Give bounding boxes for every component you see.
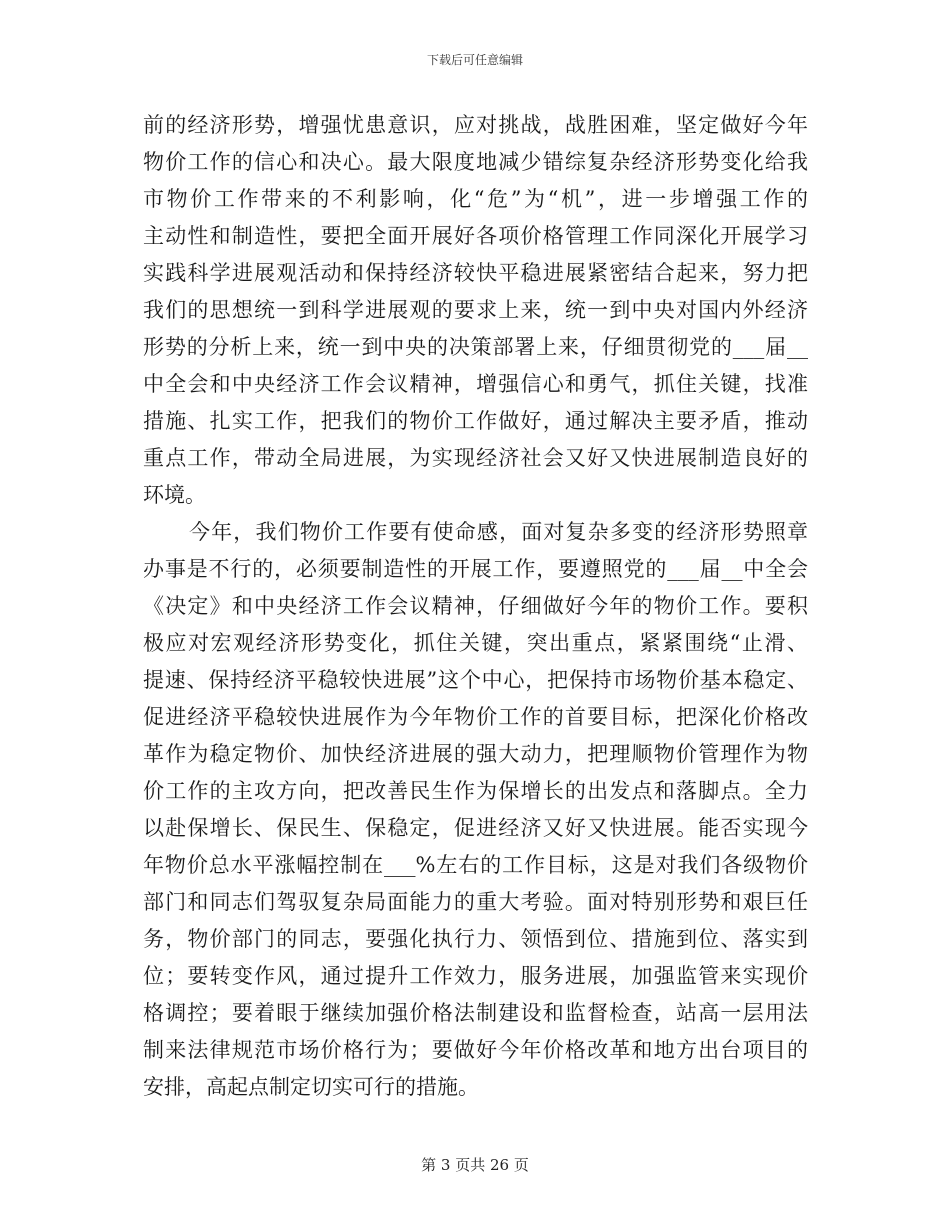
text-line: 促进经济平稳较快进展作为今年物价工作的首要目标，把深化价格改 <box>143 705 808 729</box>
text-line: 前的经济形势，增强忧患意识，应对挑战，战胜困难，坚定做好今年 <box>143 113 808 137</box>
text-line: 物价工作的信心和决心。最大限度地减少错综复杂经济形势变化给我 <box>143 150 808 174</box>
text-line: 革作为稳定物价、加快经济进展的强大动力，把理顺物价管理作为物 <box>143 742 808 766</box>
text-line: 办事是不行的，必须要制造性的开展工作，要遵照党的___届__中全会 <box>143 557 808 581</box>
text-line: 环境。 <box>143 483 206 507</box>
text-line: 部门和同志们驾驭复杂局面能力的重大考验。面对特别形势和艰巨任 <box>143 890 808 914</box>
paragraph-1 <box>143 107 808 514</box>
text-line: 今年，我们物价工作要有使命感，面对复杂多变的经济形势照章 <box>189 520 808 544</box>
text-line: 市物价工作带来的不利影响，化“危”为“机”，进一步增强工作的 <box>143 187 808 211</box>
text-line: 价工作的主攻方向，把改善民生作为保增长的出发点和落脚点。全力 <box>143 779 808 803</box>
text-line: 提速、保持经济平稳较快进展”这个中心，把保持市场物价基本稳定、 <box>143 668 808 692</box>
page-header: 下载后可任意编辑 <box>426 53 523 67</box>
text-line: 位；要转变作风，通过提升工作效力，服务进展，加强监管来实现价 <box>143 964 808 988</box>
text-line: 年物价总水平涨幅控制在___%左右的工作目标，这是对我们各级物价 <box>143 853 808 877</box>
text-line: 极应对宏观经济形势变化，抓住关键，突出重点，紧紧围绕“止滑、 <box>143 631 808 655</box>
text-line: 以赴保增长、保民生、保稳定，促进经济又好又快进展。能否实现今 <box>143 816 808 840</box>
text-line: 我们的思想统一到科学进展观的要求上来，统一到中央对国内外经济 <box>143 298 808 322</box>
page-number: 第 3 页共 26 页 <box>421 1156 529 1174</box>
text-line: 安排，高起点制定切实可行的措施。 <box>143 1075 479 1099</box>
text-line: 中全会和中央经济工作会议精神，增强信心和勇气，抓住关键，找准 <box>143 372 808 396</box>
text-line: 格调控；要着眼于继续加强价格法制建设和监督检查，站高一层用法 <box>143 1001 808 1025</box>
text-line: 制来法律规范市场价格行为；要做好今年价格改革和地方出台项目的 <box>143 1038 808 1062</box>
text-line: 《决定》和中央经济工作会议精神，仔细做好今年的物价工作。要积 <box>143 594 808 618</box>
text-line: 主动性和制造性，要把全面开展好各项价格管理工作同深化开展学习 <box>143 224 808 248</box>
text-line: 形势的分析上来，统一到中央的决策部署上来，仔细贯彻党的___届__ <box>143 335 808 359</box>
text-line: 措施、扎实工作，把我们的物价工作做好，通过解决主要矛盾，推动 <box>143 409 808 433</box>
text-line: 务，物价部门的同志，要强化执行力、领悟到位、措施到位、落实到 <box>143 927 808 951</box>
text-line: 重点工作，带动全局进展，为实现经济社会又好又快进展制造良好的 <box>143 446 808 470</box>
document-body <box>143 107 808 1106</box>
paragraph-2 <box>143 514 808 1106</box>
text-line: 实践科学进展观活动和保持经济较快平稳进展紧密结合起来，努力把 <box>143 261 808 285</box>
